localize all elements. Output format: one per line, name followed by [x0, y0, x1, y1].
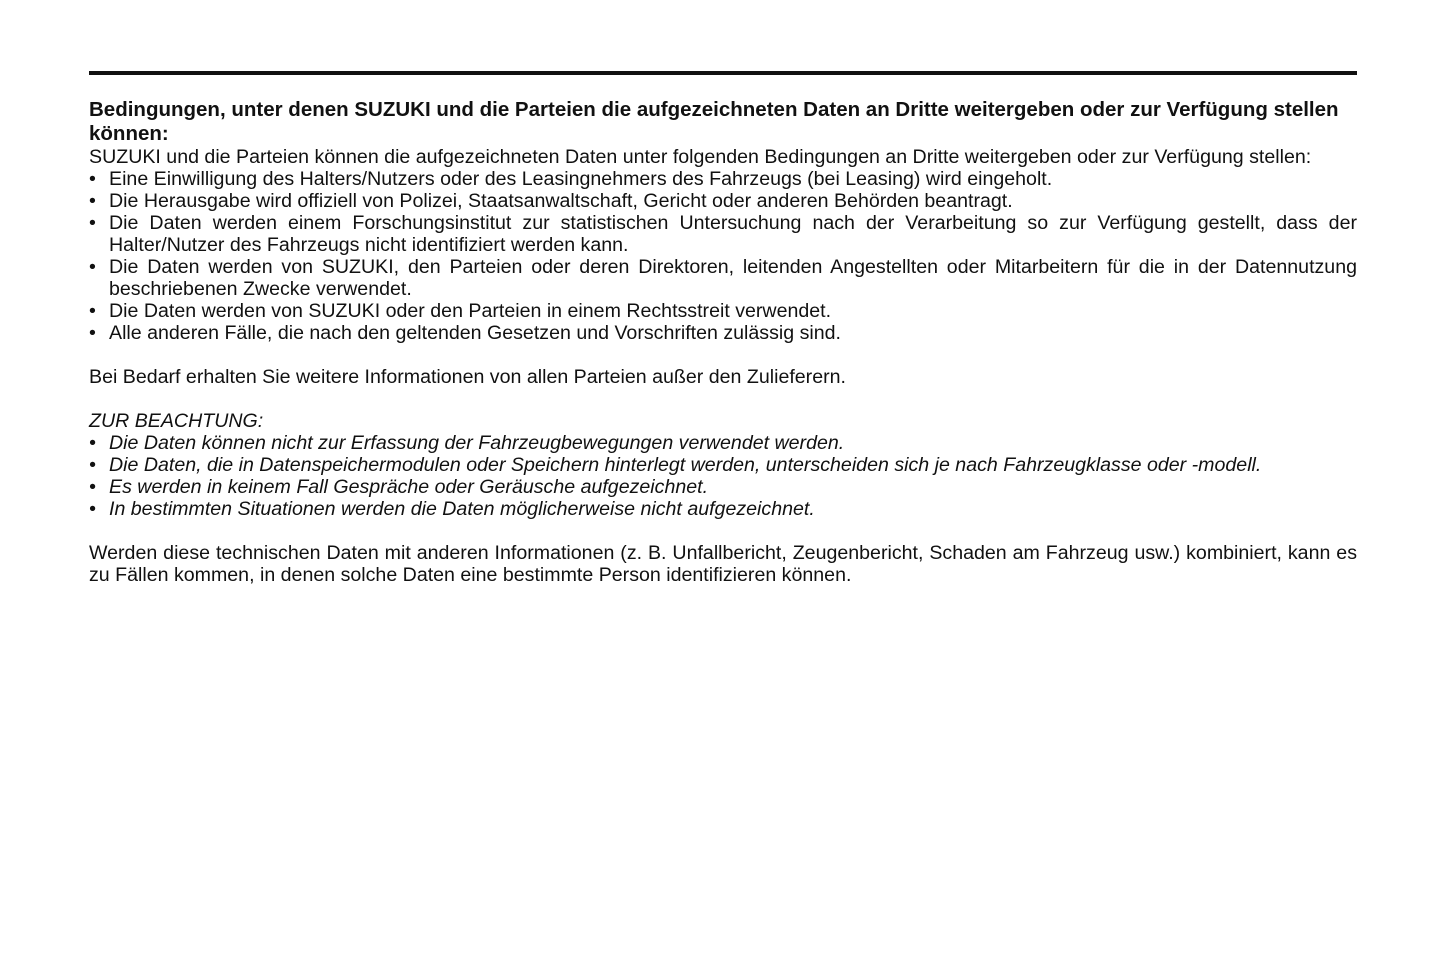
list-item-text: Die Daten werden einem Forschungsinstitut zur statistischen Untersuchung nach der Verarbeitung so zur Verfügung gestellt, dass der Halter/Nutzer des Fahrzeugs nicht identifiziert werden kann.: [109, 212, 1357, 256]
bullet: •: [89, 432, 96, 454]
note-item-text: In bestimmten Situationen werden die Daten möglicherweise nicht aufgezeichnet.: [109, 498, 815, 520]
note-item-text: Es werden in keinem Fall Gespräche oder Geräusche aufgezeichnet.: [109, 476, 709, 498]
note-item-text: Die Daten können nicht zur Erfassung der Fahrzeugbewegungen verwendet werden.: [109, 432, 845, 454]
note-item: [89, 498, 1357, 520]
list-item-text: Eine Einwilligung des Halters/Nutzers oder des Leasingnehmers des Fahrzeugs (bei Leasing) wird eingeholt.: [109, 168, 1053, 190]
info-paragraph: Bei Bedarf erhalten Sie weitere Informationen von allen Parteien außer den Zulieferern.: [89, 366, 846, 388]
list-item: [89, 190, 1357, 212]
bullet: •: [89, 190, 96, 212]
top-rule: [89, 71, 1357, 75]
document-page: [89, 71, 1357, 586]
note-item: [89, 454, 1357, 476]
list-item: [89, 256, 1357, 300]
spacer: [89, 520, 1357, 542]
list-item-text: Die Herausgabe wird offiziell von Polizei, Staatsanwaltschaft, Gericht oder anderen Behörden beantragt.: [109, 190, 1013, 212]
list-item: [89, 212, 1357, 256]
intro-paragraph: SUZUKI und die Parteien können die aufgezeichneten Daten unter folgenden Bedingungen an Dritte weitergeben oder zur Verfügung stellen:: [89, 146, 1312, 168]
bullet: •: [89, 476, 96, 498]
list-item: [89, 168, 1357, 190]
list-item-text: Alle anderen Fälle, die nach den geltenden Gesetzen und Vorschriften zulässig sind.: [109, 322, 841, 344]
conditions-list: [89, 168, 1357, 344]
spacer: [89, 344, 1357, 366]
document-body: [89, 98, 1357, 586]
note-title: ZUR BEACHTUNG:: [89, 410, 264, 432]
bullet: •: [89, 256, 96, 278]
bullet: •: [89, 168, 96, 190]
notes-list: [89, 432, 1357, 520]
list-item-text: Die Daten werden von SUZUKI, den Parteien oder deren Direktoren, leitenden Angestellten oder Mitarbeitern für die in der Datennutzung beschriebenen Zwecke verwendet.: [109, 256, 1357, 300]
section-heading: Bedingungen, unter denen SUZUKI und die Parteien die aufgezeichneten Daten an Dritte weitergeben oder zur Verfügung stellen können:: [89, 98, 1339, 145]
spacer: [89, 388, 1357, 410]
bullet: •: [89, 322, 96, 344]
note-item: [89, 476, 1357, 498]
note-item: [89, 432, 1357, 454]
list-item: [89, 300, 1357, 322]
closing-paragraph: Werden diese technischen Daten mit anderen Informationen (z. B. Unfallbericht, Zeugenbericht, Schaden am Fahrzeug usw.) kombiniert, kann es zu Fällen kommen, in denen solche Daten eine bestimmte Person identifizieren können.: [89, 542, 1357, 586]
bullet: •: [89, 498, 96, 520]
bullet: •: [89, 454, 96, 476]
bullet: •: [89, 300, 96, 322]
list-item: [89, 322, 1357, 344]
note-item-text: Die Daten, die in Datenspeichermodulen oder Speichern hinterlegt werden, unterscheiden sich je nach Fahrzeugklasse oder -modell.: [109, 454, 1262, 476]
bullet: •: [89, 212, 96, 234]
list-item-text: Die Daten werden von SUZUKI oder den Parteien in einem Rechtsstreit verwendet.: [109, 300, 832, 322]
